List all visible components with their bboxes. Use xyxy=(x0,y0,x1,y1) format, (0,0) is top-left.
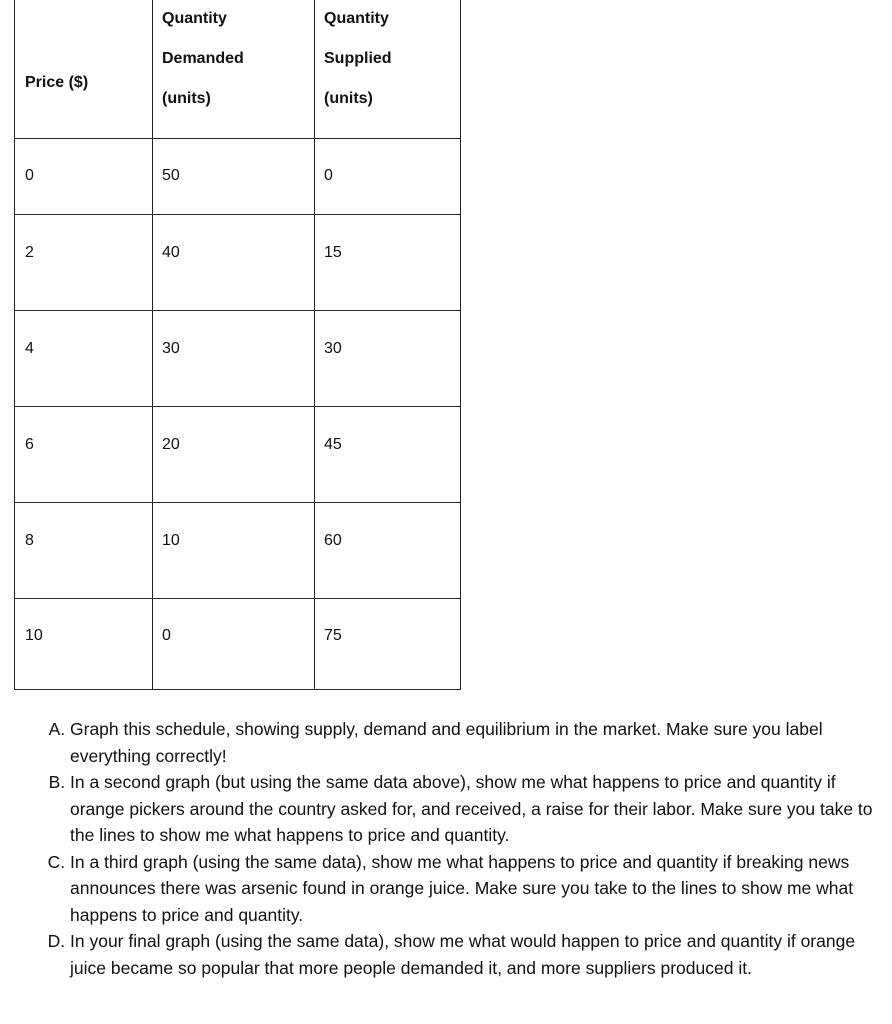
demanded-cell: 0 xyxy=(153,599,315,690)
table-row xyxy=(15,215,461,311)
header-line: (units) xyxy=(324,90,373,107)
supplied-cell: 75 xyxy=(315,599,461,690)
price-cell: 6 xyxy=(15,407,153,503)
price-cell: 4 xyxy=(15,311,153,407)
demanded-cell: 40 xyxy=(153,215,315,311)
header-line: Demanded xyxy=(162,50,244,67)
question-list xyxy=(38,716,890,981)
table-row xyxy=(15,407,461,503)
table-row xyxy=(15,139,461,215)
price-header: Price ($) xyxy=(15,0,153,139)
question-c: C. In a third graph (using the same data), show me what happens to price and quantity if breaking news announces there was arsenic found in orange juice. Make sure you take to the lines to show me what happens to price and quantity. xyxy=(70,849,890,929)
supplied-cell: 60 xyxy=(315,503,461,599)
table-row xyxy=(15,503,461,599)
demanded-cell: 20 xyxy=(153,407,315,503)
price-cell: 8 xyxy=(15,503,153,599)
question-b: B. In a second graph (but using the same data above), show me what happens to price and quantity if orange pickers around the country asked for, and received, a raise for their labor. Make sure you take to the lines to show me what happens to price and quantity. xyxy=(70,769,890,849)
header-line: Supplied xyxy=(324,50,392,67)
header-line: (units) xyxy=(162,90,211,107)
supply-demand-schedule-table xyxy=(14,0,461,690)
question-d: D. In your final graph (using the same data), show me what would happen to price and quantity if orange juice became so popular that more people demanded it, and more suppliers produced it. xyxy=(70,928,890,981)
price-cell: 2 xyxy=(15,215,153,311)
table-row xyxy=(15,311,461,407)
supplied-cell: 45 xyxy=(315,407,461,503)
quantity-supplied-header xyxy=(315,0,461,139)
demanded-cell: 10 xyxy=(153,503,315,599)
demanded-cell: 50 xyxy=(153,139,315,215)
supplied-cell: 0 xyxy=(315,139,461,215)
price-cell: 0 xyxy=(15,139,153,215)
table-header-row xyxy=(15,0,461,139)
quantity-demanded-header xyxy=(153,0,315,139)
demanded-cell: 30 xyxy=(153,311,315,407)
header-line: Quantity xyxy=(324,10,389,27)
supplied-cell: 30 xyxy=(315,311,461,407)
table-row xyxy=(15,599,461,690)
supplied-cell: 15 xyxy=(315,215,461,311)
question-a: A. Graph this schedule, showing supply, demand and equilibrium in the market. Make sure you label everything correctly! xyxy=(70,716,890,769)
price-cell: 10 xyxy=(15,599,153,690)
header-line: Quantity xyxy=(162,10,227,27)
